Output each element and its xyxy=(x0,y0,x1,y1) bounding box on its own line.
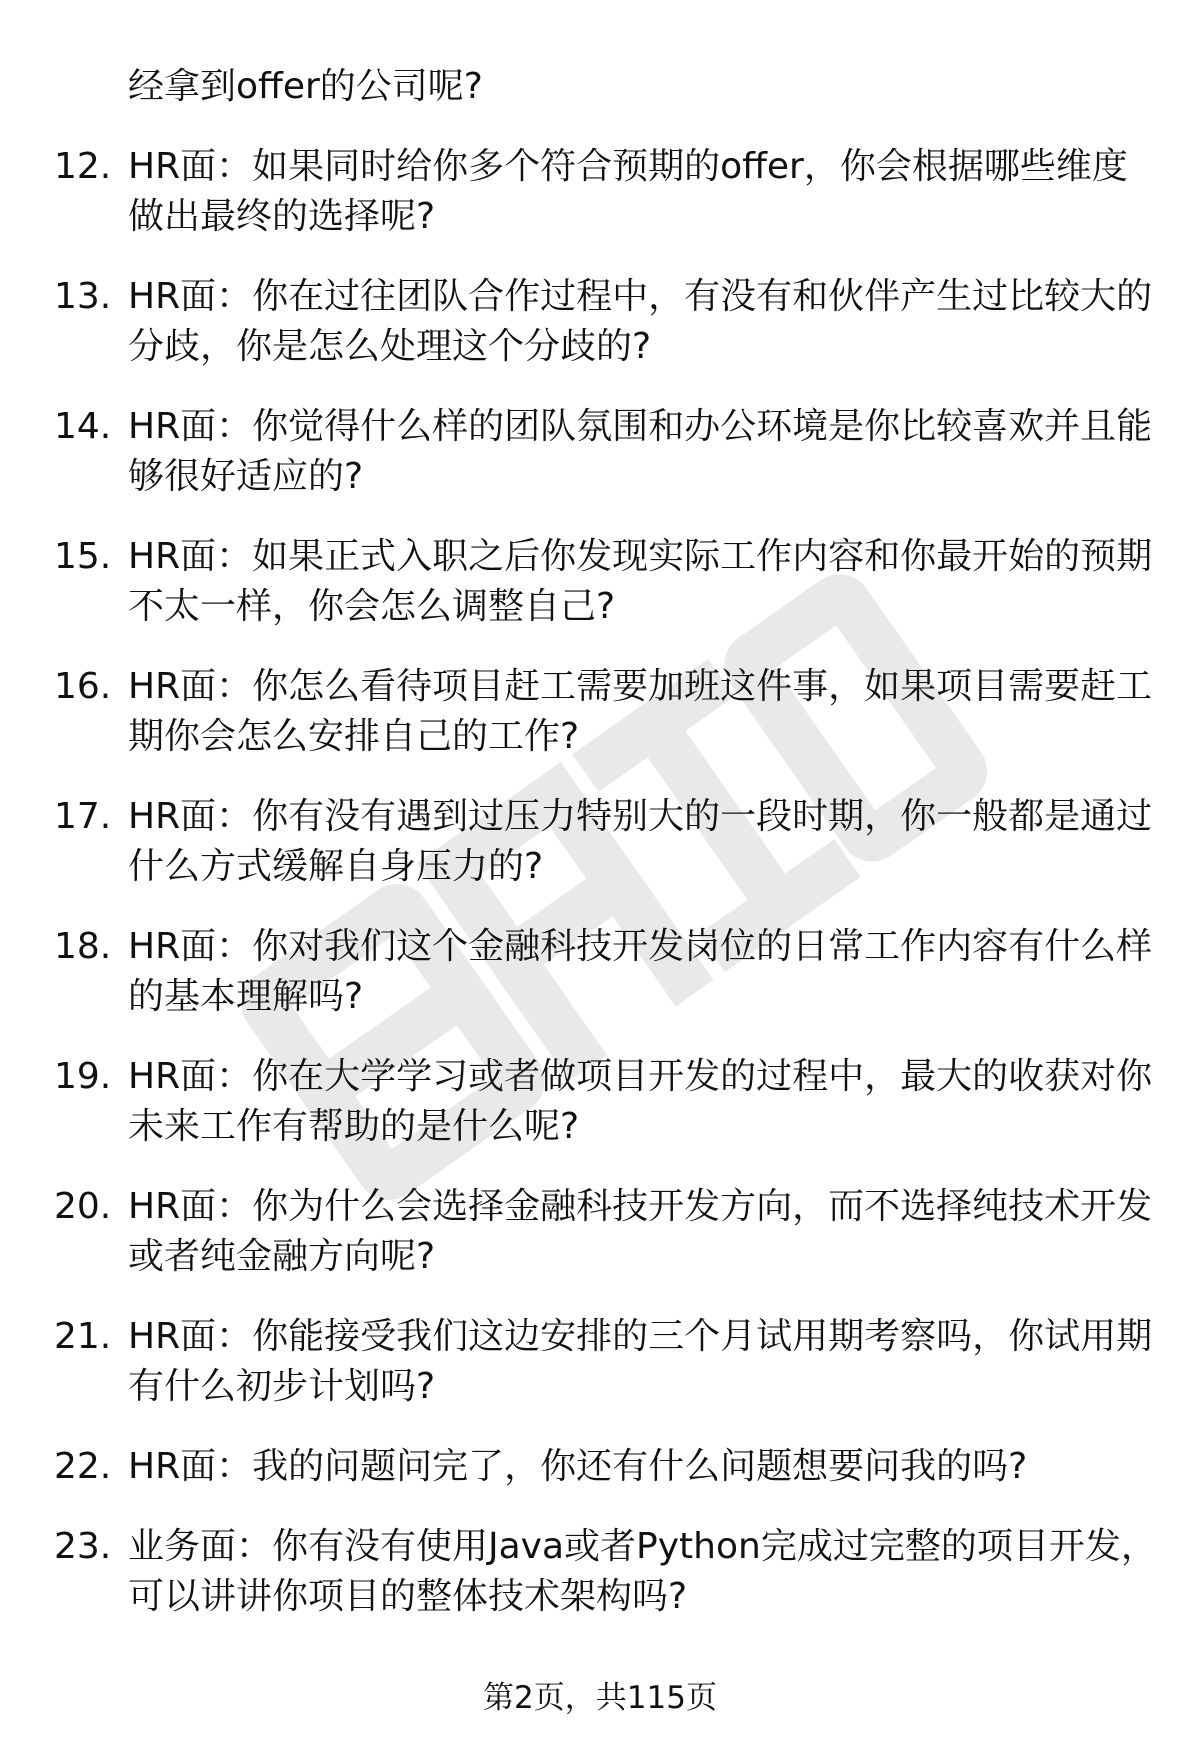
question-text-line: HR面：如果正式入职之后你发现实际工作内容和你最开始的预期 xyxy=(128,536,1153,577)
question-number: 19. xyxy=(54,1056,112,1097)
page-footer: 第2页，共115页 xyxy=(483,1680,717,1716)
question-number: 18. xyxy=(54,926,112,967)
question-text-line: 的基本理解吗? xyxy=(128,976,364,1017)
question-text-line: HR面：你对我们这个金融科技开发岗位的日常工作内容有什么样 xyxy=(128,926,1153,967)
question-item xyxy=(0,1522,1200,1622)
question-list xyxy=(0,62,1200,1622)
question-item xyxy=(0,272,1200,372)
question-text-line: 未来工作有帮助的是什么呢? xyxy=(128,1106,580,1147)
question-number: 16. xyxy=(54,666,112,707)
question-number: 23. xyxy=(54,1526,112,1567)
question-text-line: 分歧，你是怎么处理这个分歧的? xyxy=(128,326,652,367)
question-text-line: HR面：你在大学学习或者做项目开发的过程中，最大的收获对你 xyxy=(128,1056,1153,1097)
question-text-line: 不太一样，你会怎么调整自己? xyxy=(128,586,616,627)
question-item xyxy=(0,142,1200,242)
question-number: 13. xyxy=(54,276,112,317)
question-text-line: 可以讲讲你项目的整体技术架构吗? xyxy=(128,1576,688,1617)
question-text-line: 业务面：你有没有使用Java或者Python完成过完整的项目开发， xyxy=(128,1526,1157,1567)
question-text-line: HR面：你在过往团队合作过程中，有没有和伙伴产生过比较大的 xyxy=(128,276,1153,317)
question-item xyxy=(0,922,1200,1022)
question-number: 21. xyxy=(54,1316,112,1357)
question-text-line: HR面：你能接受我们这边安排的三个月试用期考察吗，你试用期 xyxy=(128,1316,1153,1357)
question-item xyxy=(0,1442,1200,1492)
question-number: 14. xyxy=(54,406,112,447)
questions-container xyxy=(0,142,1200,1622)
question-item xyxy=(0,402,1200,502)
question-text-line: HR面：你怎么看待项目赶工需要加班这件事，如果项目需要赶工 xyxy=(128,666,1153,707)
question-text-line: 够很好适应的? xyxy=(128,456,364,497)
question-item xyxy=(0,662,1200,762)
question-item xyxy=(0,1312,1200,1412)
question-item xyxy=(0,532,1200,632)
continued-question-text: 经拿到offer的公司呢? xyxy=(128,66,483,107)
question-text-line: 或者纯金融方向呢? xyxy=(128,1236,436,1277)
question-text-line: HR面：如果同时给你多个符合预期的offer，你会根据哪些维度 xyxy=(128,146,1128,187)
question-number: 17. xyxy=(54,796,112,837)
question-number: 12. xyxy=(54,146,112,187)
question-text-line: 什么方式缓解自身压力的? xyxy=(128,846,544,887)
question-item xyxy=(0,792,1200,892)
question-number: 20. xyxy=(54,1186,112,1227)
question-item xyxy=(0,1052,1200,1152)
question-text-line: 做出最终的选择呢? xyxy=(128,196,436,237)
question-text-line: HR面：你有没有遇到过压力特别大的一段时期，你一般都是通过 xyxy=(128,796,1153,837)
question-text-line: 期你会怎么安排自己的工作? xyxy=(128,716,580,757)
question-number: 22. xyxy=(54,1446,112,1487)
question-text-line: HR面：你觉得什么样的团队氛围和办公环境是你比较喜欢并且能 xyxy=(128,406,1153,447)
question-text-line: HR面：你为什么会选择金融科技开发方向，而不选择纯技术开发 xyxy=(128,1186,1153,1227)
question-item xyxy=(0,1182,1200,1282)
question-text-line: HR面：我的问题问完了，你还有什么问题想要问我的吗? xyxy=(128,1446,1028,1487)
question-text-line: 有什么初步计划吗? xyxy=(128,1366,436,1407)
question-number: 15. xyxy=(54,536,112,577)
